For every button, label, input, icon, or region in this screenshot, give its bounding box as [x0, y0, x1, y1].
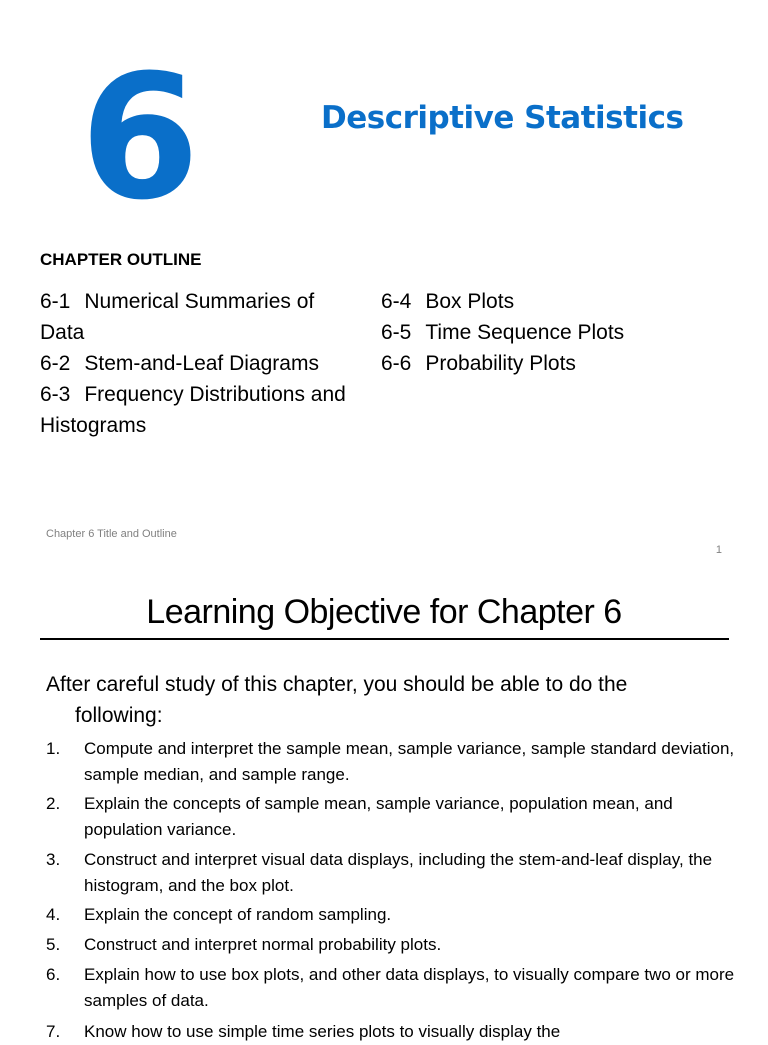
outline-item-code: 6-2: [40, 352, 71, 375]
outline-item-label: Stem-and-Leaf Diagrams: [84, 352, 319, 375]
objective-number: 4.: [46, 905, 61, 924]
objective-text: Know how to use simple time series plots to visually display the: [84, 1022, 561, 1041]
outline-heading: CHAPTER OUTLINE: [40, 250, 202, 269]
objective-text: Construct and interpret normal probability plots.: [84, 935, 442, 954]
outline-item-code: 6-5: [381, 321, 412, 344]
outline-item-label: Numerical Summaries of Data: [40, 290, 315, 344]
title-divider: [40, 638, 729, 640]
objective-text: Explain how to use box plots, and other data displays, to visually compare two or more samples of data.: [84, 965, 735, 1010]
objective-text: Construct and interpret visual data displays, including the stem-and-leaf display, the histogram, and the box plot.: [84, 850, 713, 895]
outline-item: [40, 379, 360, 441]
objective-text: Explain the concept of random sampling.: [84, 905, 392, 924]
outline-left-column: [40, 286, 360, 441]
objective-item: [46, 791, 736, 843]
objective-item: [46, 932, 441, 958]
objective-number: 5.: [46, 935, 61, 954]
objective-number: 2.: [46, 794, 61, 813]
objective-item: [46, 962, 736, 1014]
outline-item: [381, 317, 741, 348]
objective-item: [46, 902, 391, 928]
outline-item-code: 6-1: [40, 290, 71, 313]
slide-number: 1: [715, 544, 722, 556]
outline-item-code: 6-3: [40, 383, 71, 406]
objective-number: 6.: [46, 965, 61, 984]
outline-right-column: [381, 286, 741, 379]
slide-title: Learning Objective for Chapter 6: [146, 593, 622, 631]
outline-item: [40, 286, 360, 348]
outline-item: [381, 348, 741, 379]
objective-item: [46, 847, 736, 899]
objective-number: 7.: [46, 1022, 61, 1041]
objective-number: 1.: [46, 739, 61, 758]
outline-item-label: Box Plots: [425, 290, 515, 313]
outline-item: [381, 286, 741, 317]
objective-text: Explain the concepts of sample mean, sample variance, population mean, and population variance.: [84, 794, 673, 839]
outline-item-label: Time Sequence Plots: [425, 321, 625, 344]
outline-item-code: 6-4: [381, 290, 412, 313]
intro-text: [46, 669, 726, 731]
intro-line: following:: [75, 704, 163, 727]
objective-item: [46, 1019, 560, 1045]
outline-item-label: Frequency Distributions and Histograms: [40, 383, 346, 437]
outline-item: [40, 348, 360, 379]
slide-learning-objectives: [0, 560, 768, 1041]
slide-footer: Chapter 6 Title and Outline: [46, 528, 177, 540]
outline-item-label: Probability Plots: [425, 352, 576, 375]
objective-item: [46, 736, 736, 788]
outline-item-code: 6-6: [381, 352, 412, 375]
chapter-title: Descriptive Statistics: [321, 100, 684, 136]
objective-number: 3.: [46, 850, 61, 869]
intro-line: After careful study of this chapter, you should be able to do the: [46, 673, 628, 696]
chapter-number: 6: [80, 37, 200, 238]
objective-text: Compute and interpret the sample mean, sample variance, sample standard deviation, sample median, and sample range.: [84, 739, 735, 784]
